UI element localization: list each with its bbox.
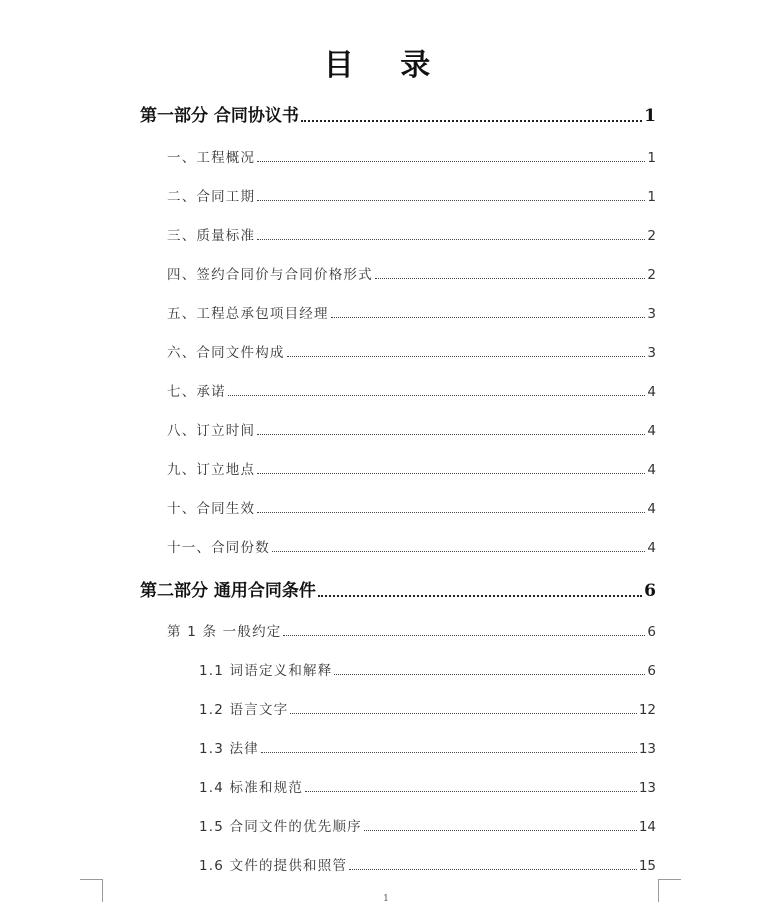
toc-entry-page: 3 (647, 306, 656, 322)
toc-entry-page: 1 (647, 189, 656, 205)
toc-entry-page: 12 (638, 702, 656, 718)
toc-entry-page: 6 (647, 624, 656, 640)
toc-entry-page: 4 (647, 423, 656, 439)
page-footer-number: 1 (383, 894, 389, 904)
toc-leader (375, 277, 646, 279)
toc-entry-label: 七、承诺 (167, 384, 226, 400)
toc-entry-label: 四、签约合同价与合同价格形式 (167, 267, 373, 283)
toc-entry[interactable] (0, 341, 656, 361)
toc-leader (228, 394, 646, 396)
toc-entry-label: 第二部分 通用合同条件 (140, 581, 316, 601)
toc-entry-label: 一、工程概况 (167, 150, 256, 166)
toc-entry-page: 3 (647, 345, 656, 361)
toc-entry-label: 1.1 词语定义和解释 (199, 663, 333, 679)
toc-entry-label: 三、质量标准 (167, 228, 256, 244)
toc-entry-label: 1.6 文件的提供和照管 (199, 858, 348, 874)
toc-entry[interactable] (0, 224, 656, 244)
toc-leader (257, 160, 645, 162)
toc-entry-page: 13 (638, 741, 656, 757)
toc-entry-label: 1.4 标准和规范 (199, 780, 304, 796)
toc-entry[interactable] (0, 776, 656, 796)
toc-entry-label: 二、合同工期 (167, 189, 256, 205)
toc-entry[interactable] (0, 536, 656, 556)
toc-entry-page: 4 (647, 462, 656, 478)
toc-entry-page: 4 (647, 384, 656, 400)
toc-entry-page: 2 (647, 228, 656, 244)
toc-entry-label: 九、订立地点 (167, 462, 256, 478)
toc-entry[interactable] (0, 737, 656, 757)
toc-leader (257, 433, 645, 435)
toc-entry-page: 15 (638, 858, 656, 874)
toc-leader (257, 472, 645, 474)
toc-leader (318, 594, 642, 597)
toc-entry[interactable] (0, 497, 656, 517)
toc-entry-label: 五、工程总承包项目经理 (167, 306, 329, 322)
toc-entry-page: 4 (647, 540, 656, 556)
toc-leader (257, 238, 645, 240)
toc-entry-label: 1.5 合同文件的优先顺序 (199, 819, 362, 835)
toc-entry[interactable] (0, 185, 656, 205)
toc-entry[interactable] (0, 659, 656, 679)
toc-leader (364, 829, 637, 831)
toc-entry-page: 14 (638, 819, 656, 835)
toc-entry-label: 第 1 条 一般约定 (167, 624, 282, 640)
toc-entry-label: 八、订立时间 (167, 423, 256, 439)
toc-entry-page: 6 (647, 663, 656, 679)
toc-leader (257, 199, 645, 201)
toc-title: 目 录 (323, 48, 449, 83)
toc-entry-page: 13 (638, 780, 656, 796)
toc-leader (349, 868, 637, 870)
toc-entry[interactable] (0, 380, 656, 400)
toc-entry[interactable] (0, 146, 656, 166)
toc-leader (290, 712, 636, 714)
toc-entry-part-2[interactable] (0, 576, 656, 601)
toc-leader (257, 511, 645, 513)
toc-entry[interactable] (0, 458, 656, 478)
toc-entry-part-1[interactable] (0, 101, 656, 126)
toc-leader (272, 550, 646, 552)
toc-entry-label: 十一、合同份数 (167, 540, 270, 556)
toc-entry[interactable] (0, 419, 656, 439)
toc-entry-label: 1.2 语言文字 (199, 702, 289, 718)
toc-leader (283, 634, 645, 636)
toc-entry-page: 6 (644, 581, 656, 601)
toc-entry-page: 2 (647, 267, 656, 283)
toc-entry[interactable] (0, 854, 656, 874)
toc-leader (331, 316, 646, 318)
toc-entry-label: 六、合同文件构成 (167, 345, 285, 361)
toc-leader (261, 751, 637, 753)
toc-entry-label: 1.3 法律 (199, 741, 259, 757)
toc-entry-label: 第一部分 合同协议书 (140, 106, 299, 126)
toc-leader (301, 119, 642, 122)
toc-entry[interactable] (0, 263, 656, 283)
toc-entry[interactable] (0, 302, 656, 322)
toc-entry-page: 1 (647, 150, 656, 166)
toc-entry-label: 十、合同生效 (167, 501, 256, 517)
toc-entry[interactable] (0, 815, 656, 835)
toc-entry-page: 4 (647, 501, 656, 517)
toc-leader (287, 355, 646, 357)
toc-entry[interactable] (0, 698, 656, 718)
toc-leader (334, 673, 645, 675)
toc-entry[interactable] (0, 620, 656, 640)
toc-entry-page: 1 (644, 106, 656, 126)
toc-leader (305, 790, 637, 792)
